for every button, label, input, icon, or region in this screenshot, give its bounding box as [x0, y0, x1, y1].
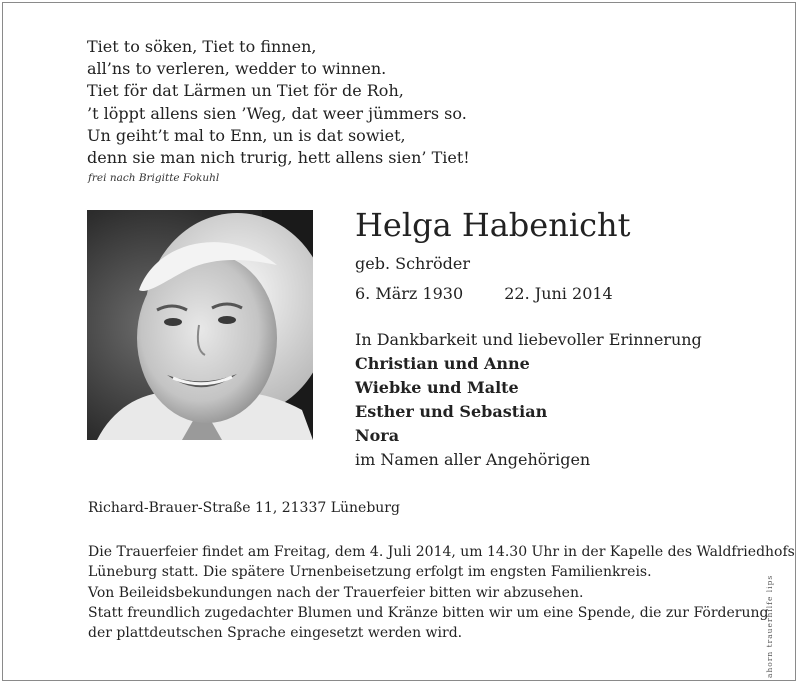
poem-line: Un geiht’t mal to Enn, un is dat sowiet, — [87, 125, 406, 145]
mourners-intro: In Dankbarkeit und liebevoller Erinnerung — [355, 330, 702, 349]
mourners-closing: im Namen aller Angehörigen — [355, 450, 591, 469]
poem-line: Tiet to söken, Tiet to finnen, — [87, 37, 317, 56]
address: Richard-Brauer-Straße 11, 21337 Lüneburg — [88, 500, 400, 516]
side-credit — [762, 560, 782, 680]
birth-name: geb. Schröder — [355, 254, 470, 273]
portrait-photo — [87, 210, 313, 440]
mourner-name: Wiebke und Malte — [355, 378, 519, 397]
side-credit-text: ahorn trauerhilfe lips — [765, 574, 774, 678]
mourner-name: Nora — [355, 426, 400, 445]
mourners-block — [355, 328, 702, 472]
poem-line: denn sie man nich trurig, hett allens sien’ Tiet! — [87, 148, 470, 168]
deceased-name: Helga Habenicht — [355, 206, 631, 244]
portrait-image — [87, 210, 313, 440]
info-line: Die Trauerfeier findet am Freitag, dem 4. Juli 2014, um 14.30 Uhr in der Kapelle des Waldfriedhofs — [88, 544, 795, 560]
poem-attribution: frei nach Brigitte Fokuhl — [88, 172, 220, 184]
life-dates — [355, 284, 613, 303]
birth-date: 6. März 1930 — [355, 284, 464, 303]
poem-line: all’ns to verleren, wedder to winnen. — [87, 59, 387, 79]
info-line: der plattdeutschen Sprache eingesetzt werden wird. — [88, 625, 463, 642]
poem-line: ’t löppt allens sien ’Weg, dat weer jümmers so. — [87, 103, 467, 123]
death-date: 22. Juni 2014 — [504, 284, 613, 303]
poem — [87, 36, 470, 169]
mourner-name: Esther und Sebastian — [355, 402, 548, 421]
mourner-name: Christian und Anne — [355, 354, 530, 373]
info-line: Lüneburg statt. Die spätere Urnenbeisetzung erfolgt im engsten Familienkreis. — [88, 564, 652, 581]
info-line: Von Beileidsbekundungen nach der Trauerfeier bitten wir abzusehen. — [88, 584, 584, 601]
poem-line: Tiet för dat Lärmen un Tiet för de Roh, — [87, 81, 404, 101]
info-line: Statt freundlich zugedachter Blumen und Kränze bitten wir um eine Spende, die zur Förderung — [88, 604, 769, 621]
